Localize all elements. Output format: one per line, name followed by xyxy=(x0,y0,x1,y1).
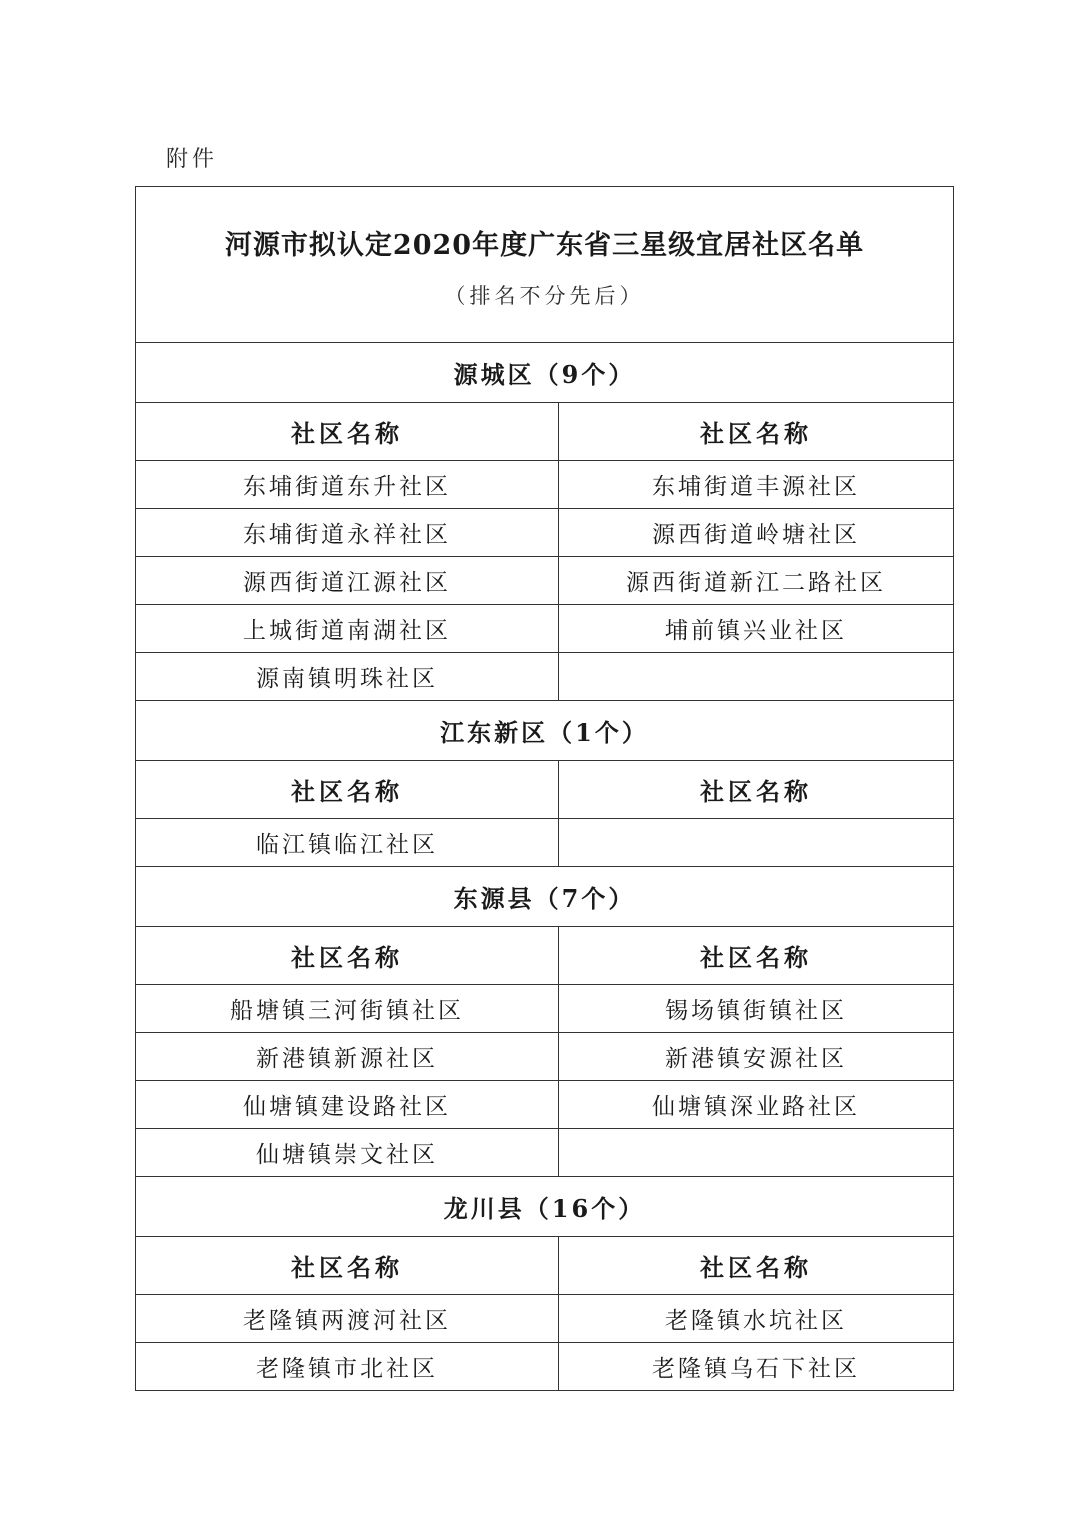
table-row xyxy=(136,1295,954,1343)
column-header: 社区名称 xyxy=(136,1237,559,1295)
section-heading: 东源县（7个） xyxy=(136,867,954,927)
document-subtitle: （排名不分先后） xyxy=(444,284,645,308)
table-row xyxy=(136,461,954,509)
table-row xyxy=(136,1081,954,1129)
table-row xyxy=(136,985,954,1033)
section-heading: 龙川县（16个） xyxy=(136,1177,954,1237)
community-name-cell: 仙塘镇深业路社区 xyxy=(559,1081,954,1129)
column-header: 社区名称 xyxy=(136,403,559,461)
community-name-cell: 上城街道南湖社区 xyxy=(136,605,559,653)
community-name-cell: 老隆镇乌石下社区 xyxy=(559,1343,954,1391)
community-name-cell: 埔前镇兴业社区 xyxy=(559,605,954,653)
community-name-cell: 源西街道岭塘社区 xyxy=(559,509,954,557)
table-row xyxy=(136,1129,954,1177)
community-name-cell: 源西街道新江二路社区 xyxy=(559,557,954,605)
column-header: 社区名称 xyxy=(559,403,954,461)
community-name-cell xyxy=(559,1129,954,1177)
section-row xyxy=(136,1177,954,1237)
table-row xyxy=(136,1033,954,1081)
community-name-cell: 东埔街道东升社区 xyxy=(136,461,559,509)
community-name-cell: 仙塘镇崇文社区 xyxy=(136,1129,559,1177)
table-row xyxy=(136,819,954,867)
community-name-cell: 源南镇明珠社区 xyxy=(136,653,559,701)
community-name-cell: 东埔街道丰源社区 xyxy=(559,461,954,509)
section-row xyxy=(136,867,954,927)
section-heading: 江东新区（1个） xyxy=(136,701,954,761)
community-name-cell: 新港镇新源社区 xyxy=(136,1033,559,1081)
section-row xyxy=(136,701,954,761)
community-name-cell xyxy=(559,653,954,701)
community-name-cell: 船塘镇三河街镇社区 xyxy=(136,985,559,1033)
column-header-row xyxy=(136,1237,954,1295)
column-header: 社区名称 xyxy=(559,927,954,985)
community-name-cell: 临江镇临江社区 xyxy=(136,819,559,867)
column-header-row xyxy=(136,927,954,985)
column-header-row xyxy=(136,761,954,819)
community-list-table xyxy=(135,186,954,1391)
column-header: 社区名称 xyxy=(136,761,559,819)
community-name-cell: 老隆镇水坑社区 xyxy=(559,1295,954,1343)
table-row xyxy=(136,557,954,605)
community-name-cell: 老隆镇市北社区 xyxy=(136,1343,559,1391)
column-header-row xyxy=(136,403,954,461)
community-name-cell: 老隆镇两渡河社区 xyxy=(136,1295,559,1343)
table-row xyxy=(136,1343,954,1391)
table-row xyxy=(136,653,954,701)
title-cell xyxy=(136,187,954,343)
table-row xyxy=(136,509,954,557)
community-name-cell: 源西街道江源社区 xyxy=(136,557,559,605)
column-header: 社区名称 xyxy=(559,761,954,819)
community-name-cell: 仙塘镇建设路社区 xyxy=(136,1081,559,1129)
table-row xyxy=(136,605,954,653)
community-name-cell: 锡场镇街镇社区 xyxy=(559,985,954,1033)
column-header: 社区名称 xyxy=(136,927,559,985)
section-row xyxy=(136,343,954,403)
attachment-label: 附件 xyxy=(166,147,219,172)
community-name-cell: 东埔街道永祥社区 xyxy=(136,509,559,557)
column-header: 社区名称 xyxy=(559,1237,954,1295)
community-name-cell xyxy=(559,819,954,867)
section-heading: 源城区（9个） xyxy=(136,343,954,403)
community-name-cell: 新港镇安源社区 xyxy=(559,1033,954,1081)
document-title: 河源市拟认定2020年度广东省三星级宜居社区名单 xyxy=(224,230,865,261)
